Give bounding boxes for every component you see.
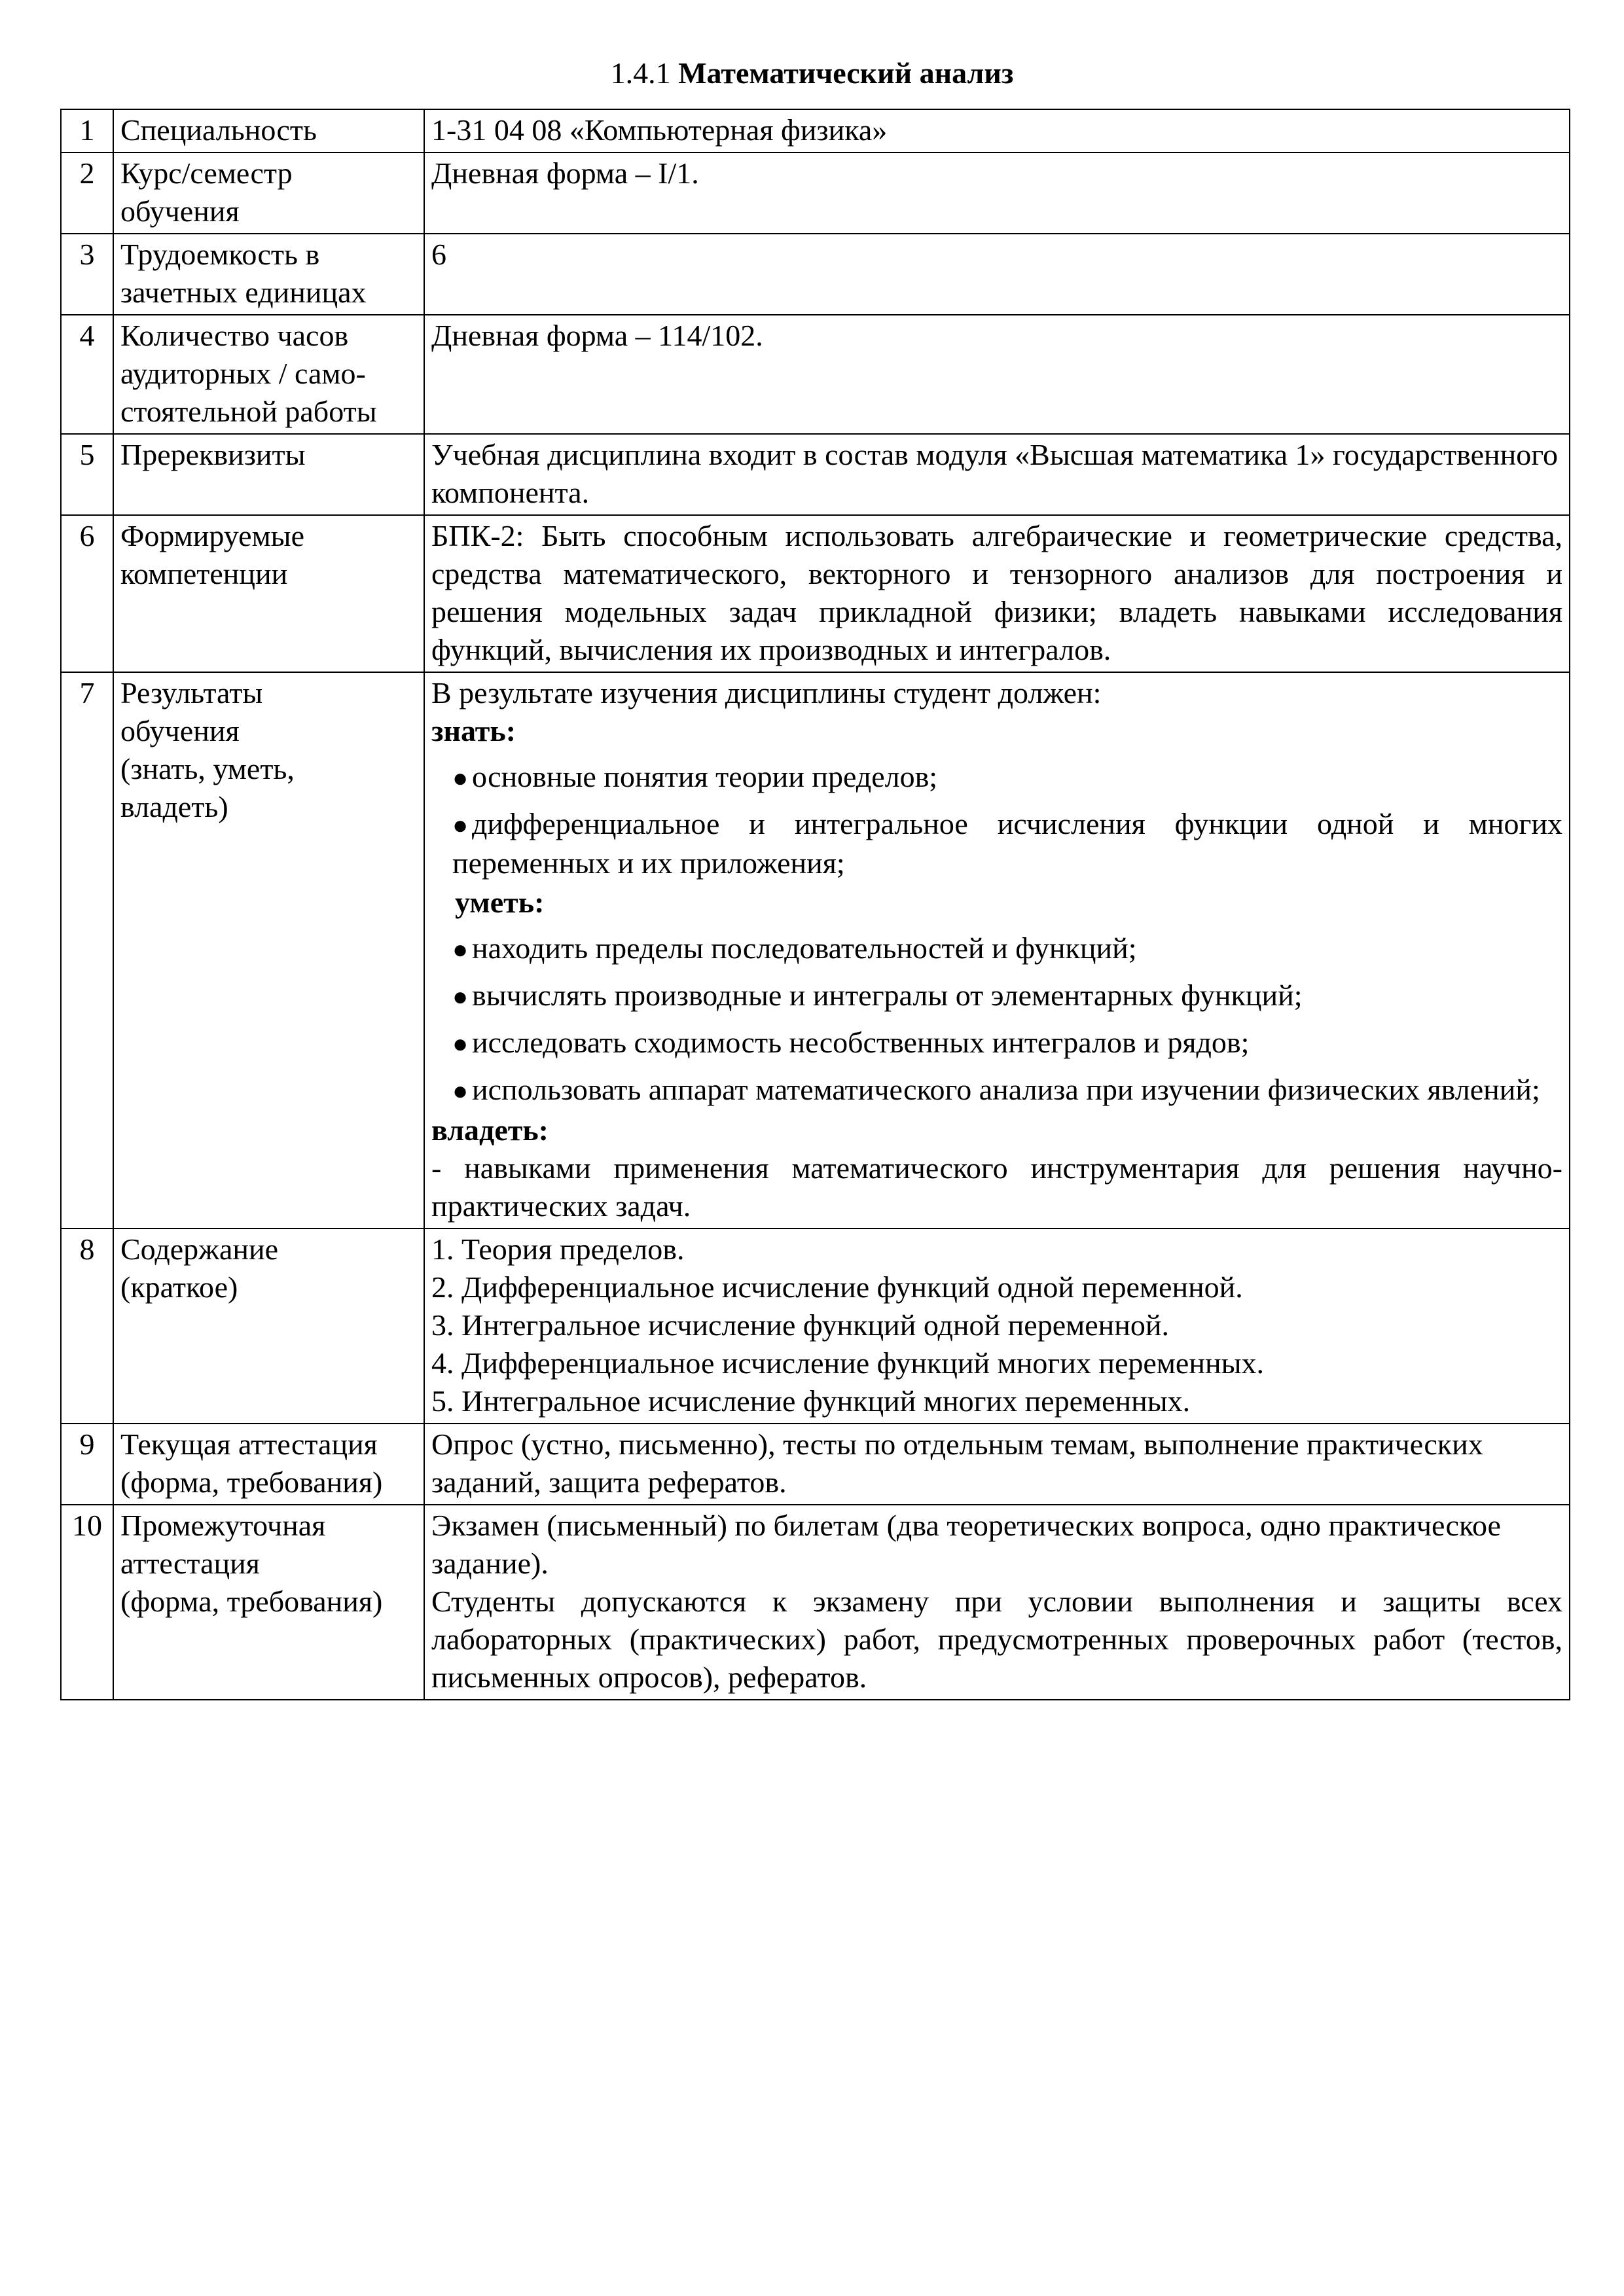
row-value: Дневная форма – 114/102. — [424, 315, 1570, 434]
row-label: Количество часов аудиторных / само-стоятельной работы — [113, 315, 424, 434]
section-title — [0, 54, 1624, 93]
know-heading: знать: — [431, 714, 516, 747]
row-number: 6 — [61, 515, 113, 672]
label-line: (форма, требования) — [120, 1585, 383, 1618]
bullet-icon: ● — [452, 982, 469, 1011]
label-line: Содержание — [120, 1232, 279, 1266]
row-label: Специальность — [113, 109, 424, 152]
bullet-icon: ● — [452, 810, 469, 840]
list-item: ● использовать аппарат математического анализа при изучении физических явлений; — [431, 1071, 1562, 1110]
row-label: Курс/семестр обучения — [113, 152, 424, 234]
row-value: 6 — [424, 234, 1570, 315]
row-label — [113, 672, 424, 1229]
outcomes-intro: В результате изучения дисциплины студент должен: — [431, 676, 1102, 709]
table-row — [61, 1229, 1570, 1424]
row-value — [424, 1229, 1570, 1424]
label-line: (форма, требования) — [120, 1465, 383, 1499]
table-row — [61, 515, 1570, 672]
table-row — [61, 234, 1570, 315]
row-number: 1 — [61, 109, 113, 152]
row-number: 9 — [61, 1424, 113, 1505]
row-number: 10 — [61, 1505, 113, 1700]
content-item: 5. Интегральное исчисление функций многих переменных. — [431, 1384, 1191, 1418]
row-number: 4 — [61, 315, 113, 434]
row-number: 5 — [61, 434, 113, 515]
row-label: Трудоемкость в зачетных единицах — [113, 234, 424, 315]
table-row — [61, 434, 1570, 515]
bullet-icon: ● — [452, 1076, 469, 1105]
list-item: ● находить пределы последовательностей и функций; — [431, 929, 1562, 969]
row-number: 8 — [61, 1229, 113, 1424]
table-row — [61, 672, 1570, 1229]
bullet-icon: ● — [452, 1029, 469, 1058]
label-line: (знать, уметь, — [120, 752, 295, 785]
row-value — [424, 1505, 1570, 1700]
row-value: БПК-2: Быть способным использовать алгебраические и геометрические средства, средства математического, векторного и тензорного анализов для построения и решения модельных задач прикладной физики; владеть навыками исследования функций, вычисления их производных и интегралов. — [424, 515, 1570, 672]
can-heading: уметь: — [455, 886, 545, 919]
row-label — [113, 1424, 424, 1505]
content-item: 4. Дифференциальное исчисление функций многих переменных. — [431, 1346, 1264, 1380]
exam-format: Экзамен (письменный) по билетам (два теоретических вопроса, одно практическое задание). — [431, 1509, 1501, 1580]
label-line: обучения — [120, 714, 240, 747]
row-value — [424, 672, 1570, 1229]
content-item: 3. Интегральное исчисление функций одной переменной. — [431, 1308, 1169, 1342]
own-text: - навыками применения математического инструментария для решения научно-практических задач. — [431, 1151, 1562, 1223]
label-line: Промежуточная — [120, 1509, 326, 1542]
list-item: ● основные понятия теории пределов; — [431, 758, 1562, 797]
row-value: Опрос (устно, письменно), тесты по отдельным темам, выполнение практических заданий, защита рефератов. — [424, 1424, 1570, 1505]
row-label: Пререквизиты — [113, 434, 424, 515]
row-value: Дневная форма – I/1. — [424, 152, 1570, 234]
label-line: владеть) — [120, 790, 228, 823]
row-number: 3 — [61, 234, 113, 315]
row-label — [113, 1229, 424, 1424]
section-number: 1.4.1 — [610, 56, 671, 90]
label-line: Результаты — [120, 676, 263, 709]
bullet-icon: ● — [452, 935, 469, 964]
discipline-card-table — [60, 109, 1570, 1700]
discipline-name: Математический анализ — [678, 56, 1014, 90]
bullet-icon: ● — [452, 763, 469, 793]
table-row — [61, 1505, 1570, 1700]
row-number: 7 — [61, 672, 113, 1229]
content-item: 1. Теория пределов. — [431, 1232, 685, 1266]
row-label: Формируемые компетенции — [113, 515, 424, 672]
table-row — [61, 315, 1570, 434]
own-heading: владеть: — [431, 1113, 549, 1147]
row-value: Учебная дисциплина входит в состав модуля «Высшая математика 1» государственного компонента. — [424, 434, 1570, 515]
label-line: Текущая аттестация — [120, 1427, 378, 1461]
table-row — [61, 152, 1570, 234]
row-label — [113, 1505, 424, 1700]
list-item: ● вычислять производные и интегралы от элементарных функций; — [431, 977, 1562, 1016]
label-line: (краткое) — [120, 1270, 238, 1304]
content-item: 2. Дифференциальное исчисление функций одной переменной. — [431, 1270, 1243, 1304]
exam-admission: Студенты допускаются к экзамену при условии выполнения и защиты всех лабораторных (практических) работ, предусмотренных проверочных работ (тестов, письменных опросов), рефератов. — [431, 1585, 1562, 1694]
row-number: 2 — [61, 152, 113, 234]
list-item: ● дифференциальное и интегральное исчисления функции одной и многих переменных и их приложения; — [452, 807, 1562, 880]
table-row — [61, 109, 1570, 152]
table-row — [61, 1424, 1570, 1505]
row-value: 1-31 04 08 «Компьютерная физика» — [424, 109, 1570, 152]
list-item: ● исследовать сходимость несобственных интегралов и рядов; — [431, 1024, 1562, 1063]
label-line: аттестация — [120, 1547, 260, 1580]
